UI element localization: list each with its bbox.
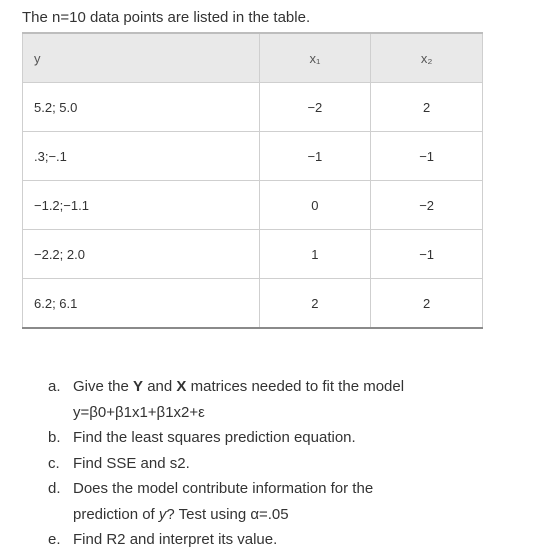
header-y: y: [23, 33, 260, 83]
cell-x1: −2: [259, 83, 371, 132]
question-text: Find SSE and s2.: [73, 454, 190, 472]
question-item-d: [48, 476, 404, 527]
question-item-e: [48, 527, 404, 553]
italic-y: y: [158, 505, 167, 523]
question-item-a: [48, 374, 404, 425]
cell-y: 6.2; 6.1: [23, 279, 260, 329]
cell-x2: −2: [371, 181, 483, 230]
table-header-row: [23, 33, 483, 83]
model-equation: y=β0+β1x1+β1x2+ε: [73, 403, 205, 421]
header-x2: x₂: [371, 33, 483, 83]
question-letter: b.: [48, 429, 61, 446]
question-text-part: matrices needed to fit the model: [186, 378, 405, 395]
cell-y: .3;−.1: [23, 132, 260, 181]
cell-x2: −1: [371, 132, 483, 181]
question-text: Find the least squares prediction equation.: [73, 429, 356, 446]
question-letter: d.: [48, 480, 61, 497]
cell-x2: −1: [371, 230, 483, 279]
question-text-line2: [73, 502, 404, 528]
cell-x1: 0: [259, 181, 371, 230]
question-letter: e.: [48, 531, 61, 548]
table-row: [23, 83, 483, 132]
question-text-part: ? Test using α=.05: [166, 505, 289, 523]
table-row: [23, 181, 483, 230]
question-letter: a.: [48, 378, 61, 395]
bold-x-matrix: X: [176, 378, 187, 395]
bold-y-matrix: Y: [133, 378, 144, 395]
question-text-part: prediction of: [73, 505, 159, 523]
cell-x1: −1: [259, 132, 371, 181]
question-text: Does the model contribute information for the: [73, 480, 374, 497]
question-text-part: and: [143, 378, 177, 395]
question-item-b: [48, 425, 404, 451]
question-text-part: Give the: [73, 378, 134, 395]
cell-y: 5.2; 5.0: [23, 83, 260, 132]
cell-x1: 2: [259, 279, 371, 329]
intro-text: The n=10 data points are listed in the table.: [22, 9, 311, 26]
data-table: [22, 32, 483, 329]
question-text: [73, 374, 404, 400]
question-item-c: [48, 451, 404, 477]
cell-x2: 2: [371, 83, 483, 132]
cell-y: −2.2; 2.0: [23, 230, 260, 279]
cell-x1: 1: [259, 230, 371, 279]
cell-x2: 2: [371, 279, 483, 329]
table-row: [23, 230, 483, 279]
question-list: [48, 374, 404, 553]
question-text: Find R2 and interpret its value.: [73, 531, 278, 548]
cell-y: −1.2;−1.1: [23, 181, 260, 230]
question-letter: c.: [48, 454, 60, 472]
header-x1: x₁: [259, 33, 371, 83]
table-row: [23, 132, 483, 181]
table-row: [23, 279, 483, 329]
